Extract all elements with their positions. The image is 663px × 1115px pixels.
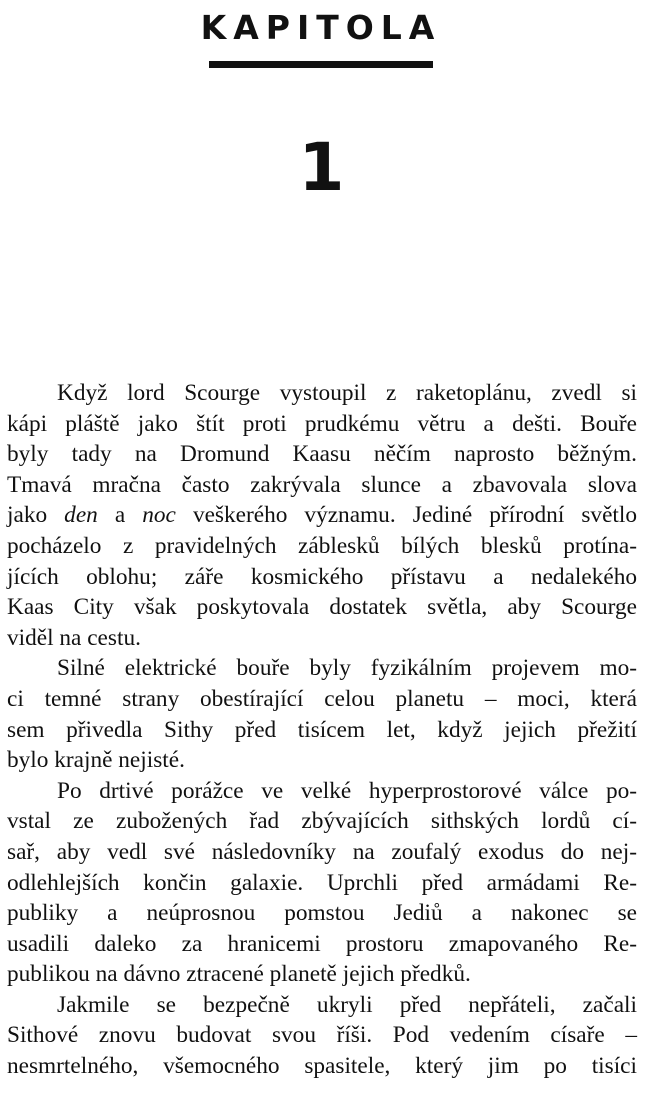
paragraph-4 (7, 990, 637, 1082)
text-line: sem přivedla Sithy před tisícem let, když jejich přežití (7, 716, 637, 743)
text-line: odlehlejších končin galaxie. Uprchli před armádami Re- (7, 869, 637, 896)
chapter-number: 1 (298, 129, 345, 206)
text-segment: jako (7, 502, 65, 529)
text-line: Silné elektrické bouře byly fyzikálním projevem mo- (57, 655, 637, 682)
text-line: Jakmile se bezpečně ukryli před nepřáteli, začali (57, 991, 637, 1018)
paragraph-3 (7, 776, 637, 990)
text-line: Tmavá mračna často zakrývala slunce a zbavovala slova (7, 471, 637, 498)
text-line (7, 500, 637, 531)
text-segment: a (97, 502, 143, 529)
text-line: publiky a neúprosnou pomstou Jediů a nakonec se (7, 900, 637, 927)
text-line: sař, aby vedl své následovníky na zoufalý exodus do nej- (7, 838, 637, 865)
text-line: jících oblohu; záře kosmického přístavu a nedalekého (7, 563, 637, 590)
italic-word: den (64, 502, 98, 529)
text-line: pocházelo z pravidelných záblesků bílých blesků protína- (7, 532, 637, 559)
text-line: Sithové znovu budovat svou říši. Pod vedením císaře – (7, 1022, 637, 1049)
italic-word: noc (142, 502, 176, 529)
text-line: Kaas City však poskytovala dostatek světla, aby Scourge (7, 594, 637, 621)
text-line: publikou na dávno ztracené planetě jejich předků. (7, 961, 471, 988)
text-line: Když lord Scourge vystoupil z raketoplánu, zvedl si (57, 380, 637, 406)
paragraph-2 (7, 653, 637, 775)
text-line: byly tady na Dromund Kaasu něčím naprosto běžným. (7, 441, 637, 468)
text-line: nesmrtelného, všemocného spasitele, který jim po tisíci (7, 1053, 637, 1080)
text-line: bylo krajně nejisté. (7, 747, 185, 774)
text-line: vstal ze zubožených řad zbývajících sithských lordů cí- (7, 808, 637, 835)
text-line: Po drtivé porážce ve velké hyperprostorové válce po- (57, 777, 637, 804)
text-line: kápi pláště jako štít proti prudkému větru a dešti. Bouře (7, 410, 637, 437)
chapter-text (7, 378, 637, 1082)
text-line: viděl na cestu. (7, 624, 141, 651)
chapter-label: KAPITOLA (200, 8, 442, 47)
text-segment: veškerého významu. Jediné přírodní světlo (175, 502, 638, 529)
chapter-rule (209, 61, 433, 68)
paragraph-1 (7, 378, 637, 653)
text-line: usadili daleko za hranicemi prostoru zmapovaného Re- (7, 930, 637, 957)
text-line: ci temné strany obestírající celou planetu – moci, která (7, 685, 637, 712)
